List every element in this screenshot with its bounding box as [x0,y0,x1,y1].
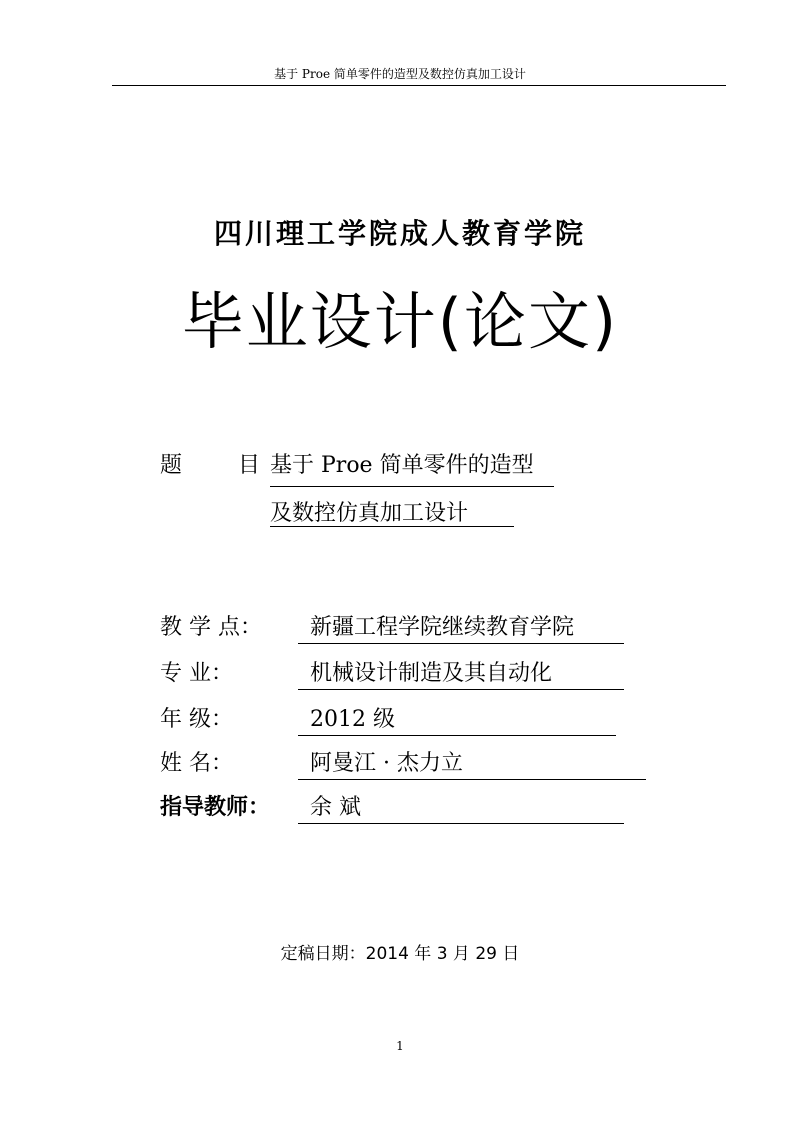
field-value-study-center: 新疆工程学院继续教育学院 [298,612,624,644]
running-header: 基于 Proe 简单零件的造型及数控仿真加工设计 [274,67,526,81]
field-value-grade: 2012 级 [298,704,616,736]
page-number: 1 [396,1039,404,1053]
field-value-major: 机械设计制造及其自动化 [298,658,624,690]
field-label-study-center: 教 学 点： [160,615,262,640]
field-value-advisor: 余 斌 [298,792,624,824]
thesis-title-label-part2: 目 [238,453,261,478]
thesis-title-line-1: 基于 Proe 简单零件的造型 [270,450,554,487]
field-label-grade: 年 级： [160,707,233,732]
institution-name: 四川理工学院成人教育学院 [213,217,586,250]
field-label-name: 姓 名： [160,751,233,776]
field-label-major: 专 业： [160,661,233,686]
thesis-title-label-part1: 题 [160,453,183,478]
thesis-title-label [160,450,261,482]
thesis-title-line-2: 及数控仿真加工设计 [270,502,514,527]
field-value-name: 阿曼江 · 杰力立 [298,748,646,780]
document-type-title: 毕业设计(论文) [181,285,619,358]
field-label-advisor: 指导教师： [160,795,271,820]
finalized-date: 定稿日期：2014 年 3 月 29 日 [280,944,520,964]
header-rule [112,85,726,86]
